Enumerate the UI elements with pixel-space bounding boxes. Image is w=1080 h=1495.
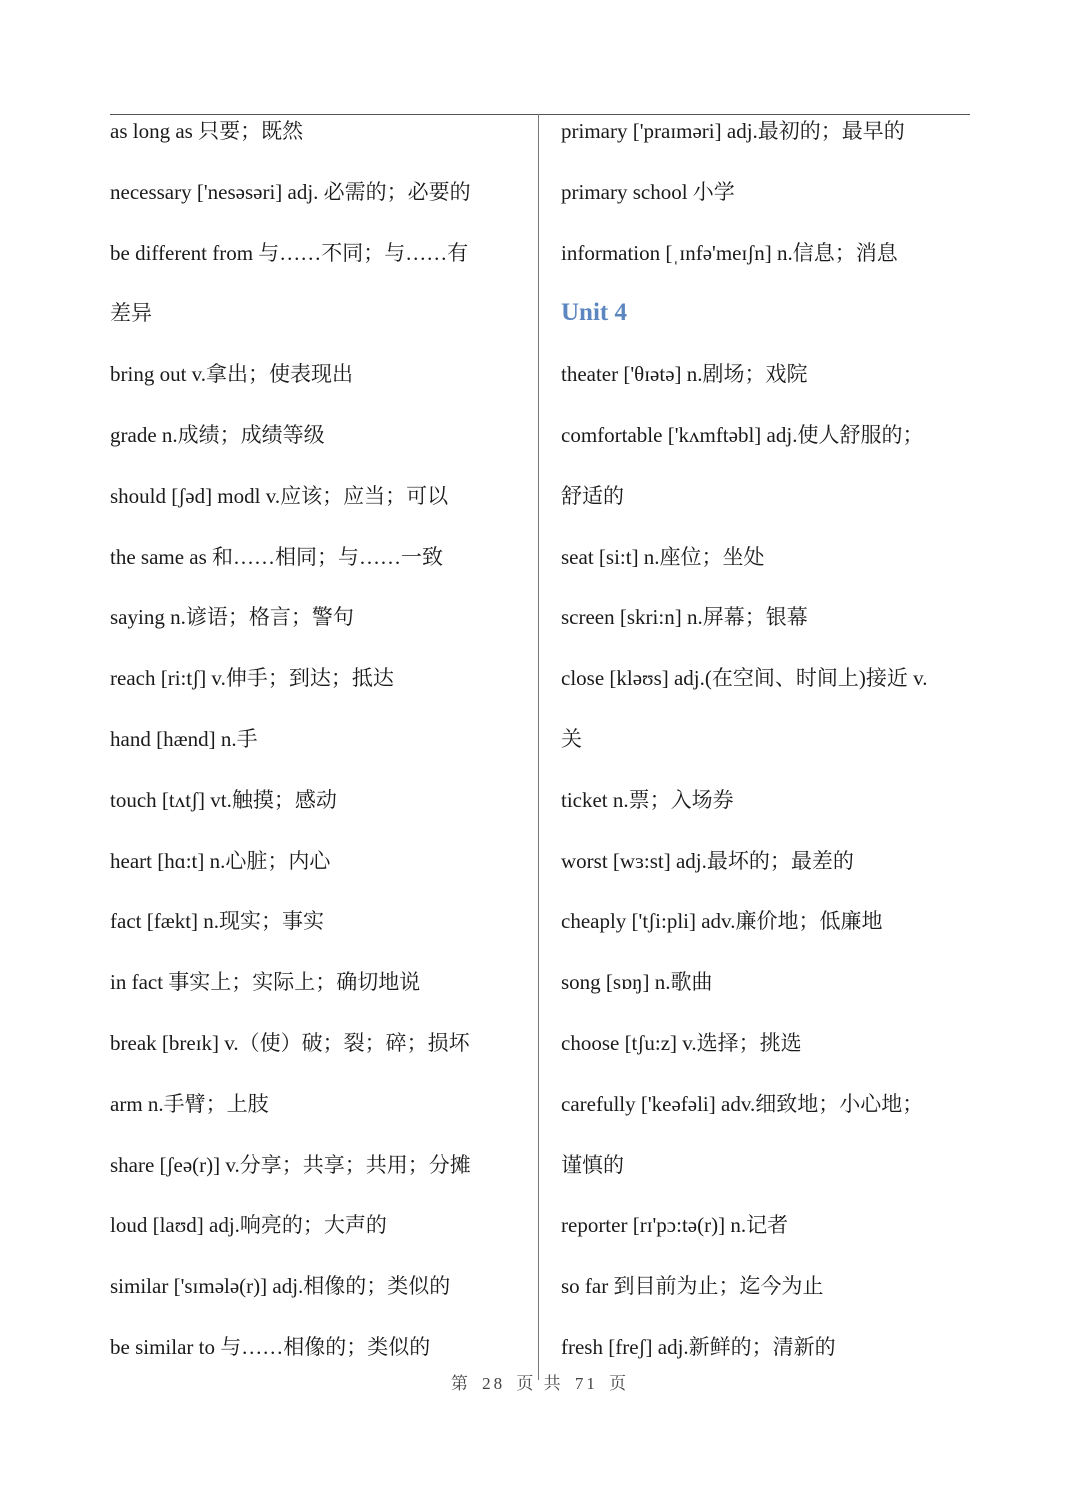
left-column [110, 101, 528, 1378]
vocab-line: screen [skri:n] n.屏幕；银幕 [561, 605, 808, 630]
footer-mid: 页 共 [516, 1374, 564, 1393]
vocab-line: reporter [rɪ'pɔ:tə(r)] n.记者 [561, 1213, 789, 1238]
vocab-line: heart [hɑ:t] n.心脏；内心 [110, 848, 331, 873]
vocab-line: be different from 与……不同；与……有 [110, 240, 469, 265]
vocab-line: the same as 和……相同；与……一致 [110, 544, 444, 569]
vocab-line: similar ['sɪmələ(r)] adj.相像的；类似的 [110, 1274, 451, 1299]
vocab-line: 舒适的 [561, 483, 624, 508]
vocab-line: choose [tʃu:z] v.选择；挑选 [561, 1030, 802, 1055]
vocab-line: comfortable ['kʌmftəbl] adj.使人舒服的； [561, 422, 924, 447]
vocab-line: 谨慎的 [561, 1152, 624, 1177]
current-page-number: 28 [482, 1374, 506, 1393]
vocab-line: bring out v.拿出；使表现出 [110, 362, 354, 387]
vocab-line: theater ['θɪətə] n.剧场；戏院 [561, 362, 808, 387]
vocab-line: 关 [561, 726, 582, 751]
vocab-line: cheaply ['tʃi:pli] adv.廉价地；低廉地 [561, 909, 883, 934]
vocab-line: ticket n.票；入场券 [561, 787, 734, 812]
vocab-line: break [breɪk] v.（使）破；裂；碎；损坏 [110, 1030, 470, 1055]
vocab-line: fresh [freʃ] adj.新鲜的；清新的 [561, 1334, 836, 1359]
column-divider [538, 114, 539, 1380]
vocab-line: so far 到目前为止；迄今为止 [561, 1274, 824, 1299]
vocab-line: seat [si:t] n.座位；坐处 [561, 544, 765, 569]
footer-suffix: 页 [609, 1374, 630, 1393]
unit-heading: Unit 4 [561, 299, 627, 327]
vocab-line: carefully ['keəfəli] adv.细致地；小心地； [561, 1091, 924, 1116]
vocab-line: should [ʃəd] modl v.应该；应当；可以 [110, 483, 449, 508]
vocab-line: primary school 小学 [561, 179, 735, 204]
page-footer [0, 1369, 1080, 1394]
vocab-line: fact [fækt] n.现实；事实 [110, 909, 325, 934]
footer-prefix: 第 [450, 1374, 471, 1393]
vocab-line: touch [tʌtʃ] vt.触摸；感动 [110, 787, 337, 812]
vocab-line: close [kləʊs] adj.(在空间、时间上)接近 v. [561, 666, 928, 691]
vocab-line: be similar to 与……相像的；类似的 [110, 1334, 431, 1359]
vocab-line: grade n.成绩；成绩等级 [110, 422, 325, 447]
vocab-line: as long as 只要；既然 [110, 119, 304, 143]
vocab-line: saying n.谚语；格言；警句 [110, 605, 354, 630]
vocab-line: primary ['praɪməri] adj.最初的；最早的 [561, 119, 905, 143]
vocab-line: share [ʃeə(r)] v.分享；共享；共用；分摊 [110, 1152, 471, 1177]
vocab-line: loud [laʊd] adj.响亮的；大声的 [110, 1213, 387, 1238]
vocab-line: 差异 [110, 301, 152, 326]
vocab-line: hand [hænd] n.手 [110, 726, 258, 751]
vocab-line: song [sɒŋ] n.歌曲 [561, 970, 713, 995]
vocab-line: worst [wɜ:st] adj.最坏的；最差的 [561, 848, 854, 873]
vocab-line: in fact 事实上；实际上；确切地说 [110, 970, 421, 995]
right-column [561, 101, 976, 1378]
vocab-line: arm n.手臂；上肢 [110, 1091, 269, 1116]
total-pages-number: 71 [574, 1374, 598, 1393]
vocab-line: necessary ['nesəsəri] adj. 必需的；必要的 [110, 179, 471, 204]
vocab-line: information [ˌɪnfə'meɪʃn] n.信息；消息 [561, 240, 898, 265]
vocab-line: reach [ri:tʃ] v.伸手；到达；抵达 [110, 666, 394, 691]
